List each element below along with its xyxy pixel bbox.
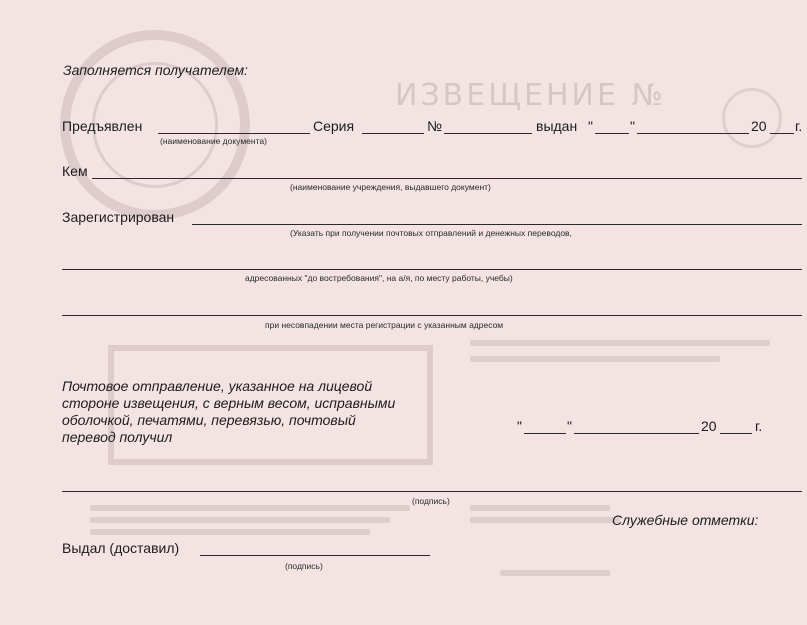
registered-label: Зарегистрирован [62, 209, 175, 225]
presented-label: Предъявлен [62, 118, 143, 134]
issued-year-suffix: г. [795, 118, 803, 134]
issued-year-field[interactable] [770, 133, 794, 134]
received-year-suffix: г. [755, 418, 763, 434]
document-number-field[interactable] [444, 133, 532, 134]
number-label: № [427, 118, 443, 134]
received-date-quote-close: " [567, 418, 572, 434]
received-text-line-3: оболочкой, печатями, перевязью, почтовый [62, 412, 356, 428]
issued-year-prefix: 20 [751, 118, 767, 134]
recipient-signature-caption: (подпись) [412, 496, 450, 506]
received-year-prefix: 20 [701, 418, 717, 434]
by-whom-label: Кем [62, 163, 88, 179]
service-marks-label: Служебные отметки: [612, 512, 759, 528]
registration-caption-line2: адресованных "до востребования", на а/я, по месту работы, учебы) [245, 273, 513, 283]
recipient-signature-field[interactable] [62, 491, 802, 492]
registration-address-field-2[interactable] [62, 269, 802, 270]
issued-by-label: Выдал (доставил) [62, 540, 180, 556]
issued-month-field[interactable] [637, 133, 749, 134]
issuing-authority-field[interactable] [92, 178, 802, 179]
issued-date-quote-close: " [630, 118, 635, 134]
received-text-line-2: стороне извещения, с верным весом, исправными [62, 395, 396, 411]
issued-label: выдан [536, 118, 578, 134]
issued-date-quote-open: " [588, 118, 593, 134]
series-label: Серия [313, 118, 355, 134]
issuer-signature-caption: (подпись) [285, 561, 323, 571]
form-header: Заполняется получателем: [63, 62, 248, 78]
issuer-signature-field[interactable] [200, 555, 430, 556]
notice-title-show-through: ИЗВЕЩЕНИЕ № [395, 78, 666, 113]
received-date-quote-open: " [517, 418, 522, 434]
registration-caption-line1: (Указать при получении почтовых отправлений и денежных переводов, [290, 228, 572, 238]
received-year-field[interactable] [720, 433, 752, 434]
received-text-line-4: перевод получил [62, 429, 173, 445]
registration-address-field[interactable] [192, 224, 802, 225]
received-text-line-1: Почтовое отправление, указанное на лицевой [62, 378, 373, 394]
series-field[interactable] [362, 133, 424, 134]
received-month-field[interactable] [574, 433, 699, 434]
issuing-authority-caption: (наименование учреждения, выдавшего документ) [290, 182, 491, 192]
registration-caption-line3: при несовпадении места регистрации с указанным адресом [265, 320, 504, 330]
issued-day-field[interactable] [595, 133, 629, 134]
document-name-caption: (наименование документа) [160, 136, 267, 146]
received-day-field[interactable] [524, 433, 566, 434]
document-name-field[interactable] [158, 133, 310, 134]
registration-address-field-3[interactable] [62, 315, 802, 316]
